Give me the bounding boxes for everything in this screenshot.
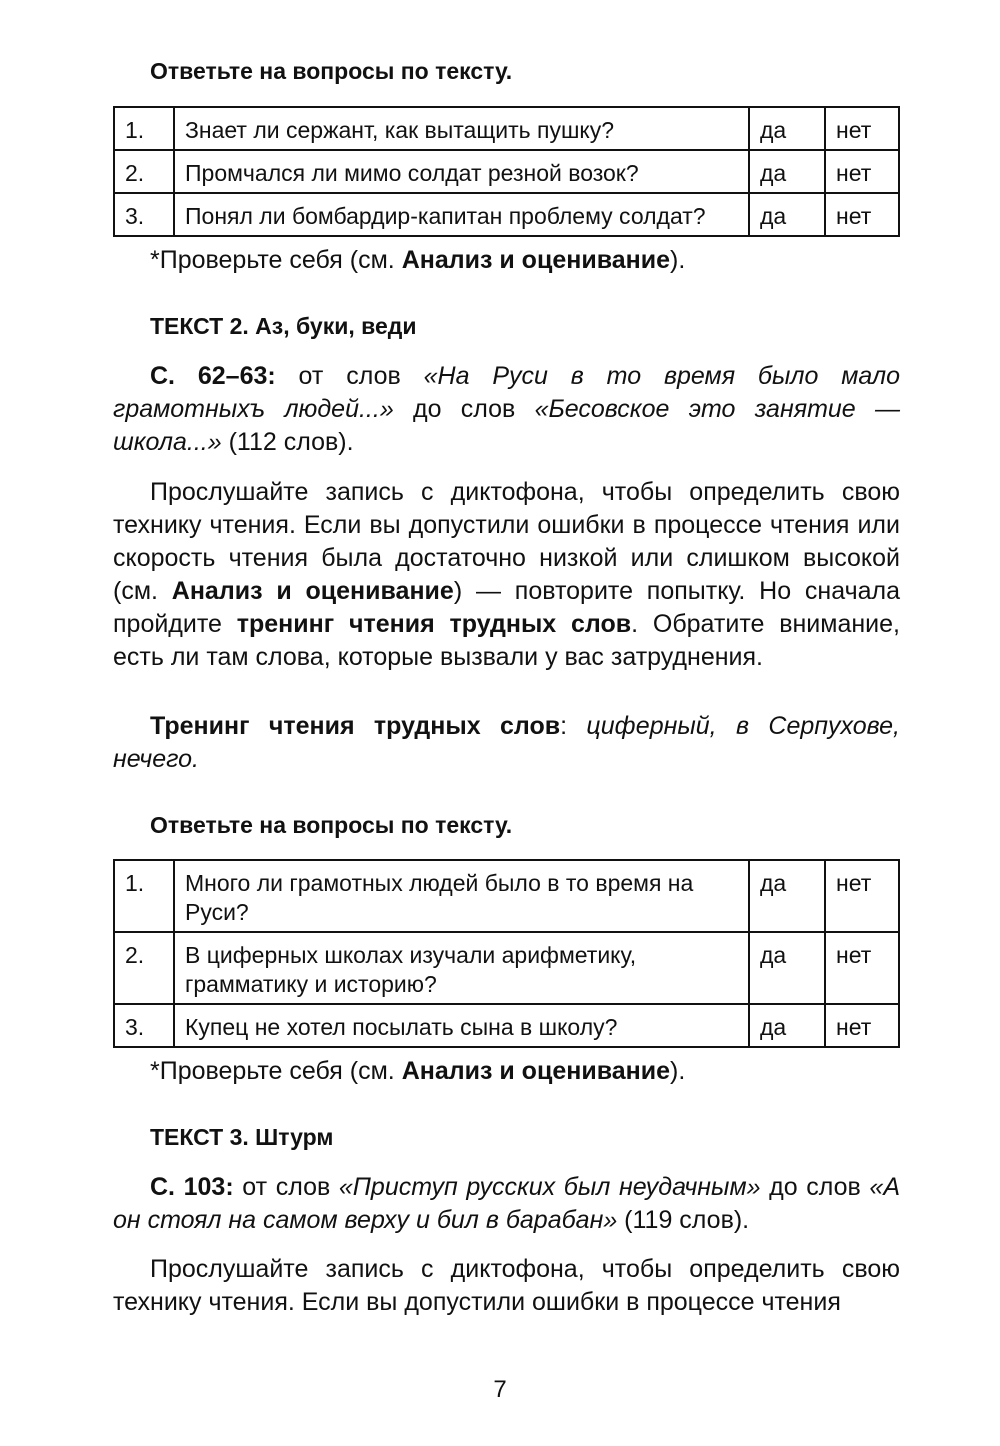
questions-table-1	[113, 106, 900, 237]
ref-pages: С. 103:	[150, 1173, 234, 1201]
table-row	[114, 860, 899, 932]
table-row	[114, 1004, 899, 1047]
text2-title: ТЕКСТ 2. Аз, буки, веди	[150, 313, 417, 339]
questions-heading-2: Ответьте на вопросы по тексту.	[150, 812, 513, 838]
ref-from: от слов	[233, 1173, 339, 1201]
ref-pages: С. 62–63:	[150, 362, 276, 390]
training-words: циферный, в Серпухове, нечего.	[113, 712, 900, 773]
answer-no: нет	[825, 932, 899, 1004]
ref-to: до слов	[393, 395, 535, 423]
listen-bold-analysis: Анализ и оценивание	[171, 577, 454, 605]
row-question: Много ли грамотных людей было в то время на Руси?	[174, 860, 749, 932]
row-question: Знает ли сержант, как вытащить пушку?	[174, 107, 749, 150]
text3-reference	[113, 1171, 900, 1237]
answer-no: нет	[825, 107, 899, 150]
text2-listen-paragraph	[113, 476, 900, 674]
text2-training	[113, 710, 900, 776]
check-suffix: ).	[670, 246, 686, 274]
answer-yes: да	[749, 150, 825, 193]
answer-no: нет	[825, 150, 899, 193]
answer-yes: да	[749, 860, 825, 932]
answer-yes: да	[749, 1004, 825, 1047]
listen-text: . Обратите внимание, есть ли там слова, которые вызвали у вас затруднения.	[113, 610, 900, 671]
ref-quote-start: «На Руси в то время было мало грамотныхъ людей...»	[113, 362, 900, 423]
listen-text: Прослушайте запись с диктофона, чтобы определить свою технику чтения. Если вы допустили ошибки в процессе чтения или скорость чтения была достаточно низкой или слишком высокой (см.	[113, 478, 900, 605]
ref-quote-start: «Приступ русских был неудачным»	[338, 1173, 761, 1201]
answer-yes: да	[749, 107, 825, 150]
text2-reference	[113, 360, 900, 459]
row-number: 1.	[114, 860, 174, 932]
check-prefix: *Проверьте себя (см.	[150, 1057, 402, 1085]
ref-from: от слов	[275, 362, 424, 390]
row-number: 3.	[114, 193, 174, 236]
self-check-note-1	[113, 244, 900, 277]
training-label: Тренинг чтения трудных слов	[150, 712, 561, 740]
row-number: 2.	[114, 150, 174, 193]
answer-yes: да	[749, 193, 825, 236]
text3-listen-paragraph: Прослушайте запись с диктофона, чтобы определить свою технику чтения. Если вы допустили ошибки в процессе чтения	[113, 1255, 900, 1316]
questions-table-2	[113, 859, 900, 1048]
answer-no: нет	[825, 193, 899, 236]
check-link-text: Анализ и оценивание	[401, 246, 671, 274]
table-row	[114, 193, 899, 236]
check-link-text: Анализ и оценивание	[401, 1057, 671, 1085]
row-question: Купец не хотел посылать сына в школу?	[174, 1004, 749, 1047]
row-number: 3.	[114, 1004, 174, 1047]
ref-quote-end: «А он стоял на самом верху и бил в барабан»	[113, 1173, 901, 1234]
row-question: Промчался ли мимо солдат резной возок?	[174, 150, 749, 193]
ref-word-count: (119 слов).	[617, 1206, 750, 1234]
check-prefix: *Проверьте себя (см.	[150, 246, 402, 274]
listen-bold-training: тренинг чтения трудных слов	[236, 610, 632, 638]
self-check-note-2	[113, 1055, 900, 1088]
ref-to: до слов	[760, 1173, 870, 1201]
row-question: Понял ли бомбардир-капитан проблему солдат?	[174, 193, 749, 236]
questions-heading-1: Ответьте на вопросы по тексту.	[150, 58, 513, 84]
ref-word-count: (112 слов).	[221, 428, 354, 456]
answer-no: нет	[825, 860, 899, 932]
table-row	[114, 932, 899, 1004]
table-row	[114, 150, 899, 193]
page-number: 7	[493, 1376, 507, 1403]
row-number: 1.	[114, 107, 174, 150]
training-colon: :	[560, 712, 587, 740]
text3-title: ТЕКСТ 3. Штурм	[150, 1124, 334, 1150]
row-number: 2.	[114, 932, 174, 1004]
ref-quote-end: «Бесовское это занятие — школа...»	[113, 395, 900, 456]
check-suffix: ).	[670, 1057, 686, 1085]
table-row	[114, 107, 899, 150]
answer-yes: да	[749, 932, 825, 1004]
answer-no: нет	[825, 1004, 899, 1047]
row-question: В циферных школах изучали арифметику, грамматику и историю?	[174, 932, 749, 1004]
listen-text: ) — повторите попытку. Но сначала пройдите	[113, 577, 901, 638]
